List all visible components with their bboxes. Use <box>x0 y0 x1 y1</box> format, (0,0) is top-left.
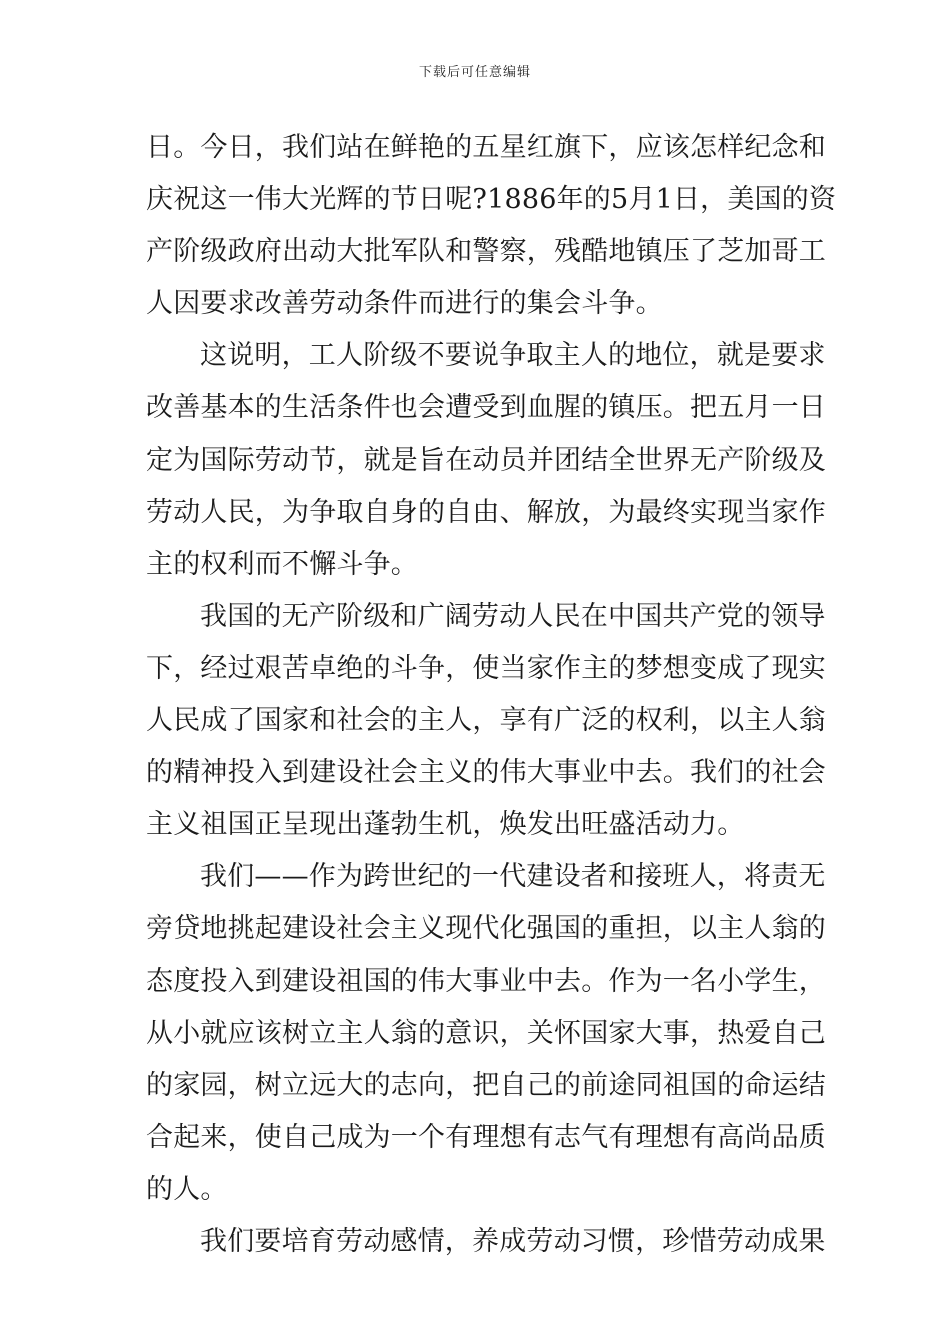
text-line: 定为国际劳动节，就是旨在动员并团结全世界无产阶级及 <box>146 444 826 476</box>
body-text <box>146 122 837 1268</box>
paragraph-first-line: 我们——作为跨世纪的一代建设者和接班人，将责无 <box>200 861 826 893</box>
text-line: 合起来，使自己成为一个有理想有志气有理想有高尚品质 <box>146 1121 826 1153</box>
text-line: 态度投入到建设祖国的伟大事业中去。作为一名小学生， <box>146 965 826 997</box>
text-line: 的精神投入到建设社会主义的伟大事业中去。我们的社会 <box>146 757 826 789</box>
text-line: 日。今日，我们站在鲜艳的五星红旗下，应该怎样纪念和 <box>146 132 826 163</box>
header-note: 下载后可任意编辑 <box>418 65 531 80</box>
paragraph-first-line: 我国的无产阶级和广阔劳动人民在中国共产党的领导 <box>200 600 826 632</box>
text-line: 劳动人民，为争取自身的自由、解放，为最终实现当家作 <box>146 496 826 528</box>
text-line: 的家园，树立远大的志向，把自己的前途同祖国的命运结 <box>146 1069 826 1101</box>
text-line: 人民成了国家和社会的主人，享有广泛的权利，以主人翁 <box>146 705 826 737</box>
text-line: 主的权利而不懈斗争。 <box>146 548 418 580</box>
text-line: 下，经过艰苦卓绝的斗争，使当家作主的梦想变成了现实 <box>146 652 826 684</box>
text-line: 主义祖国正呈现出蓬勃生机，焕发出旺盛活动力。 <box>146 809 745 841</box>
text-line: 人因要求改善劳动条件而进行的集会斗争。 <box>146 288 663 320</box>
text-line: 改善基本的生活条件也会遭受到血腥的镇压。把五月一日 <box>146 392 826 424</box>
text-line: 从小就应该树立主人翁的意识，关怀国家大事，热爱自己 <box>146 1017 826 1049</box>
text-line: 庆祝这一伟大光辉的节日呢?1886年的5月1日，美国的资 <box>146 184 837 216</box>
text-line: 产阶级政府出动大批军队和警察，残酷地镇压了芝加哥工 <box>146 236 826 268</box>
text-line: 的人。 <box>146 1173 228 1205</box>
paragraph-first-line: 我们要培育劳动感情，养成劳动习惯，珍惜劳动成果 <box>200 1225 826 1257</box>
text-line: 旁贷地挑起建设社会主义现代化强国的重担，以主人翁的 <box>146 913 826 945</box>
paragraph-first-line: 这说明，工人阶级不要说争取主人的地位，就是要求 <box>200 340 826 372</box>
